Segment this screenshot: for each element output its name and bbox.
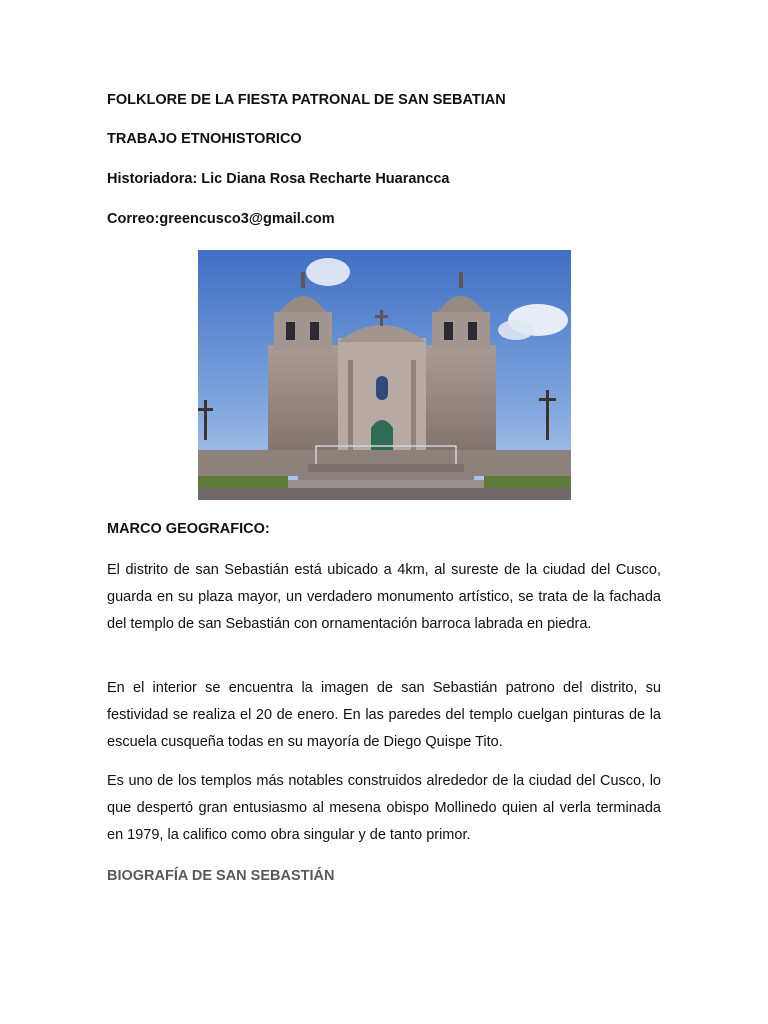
section-title-marco-geografico: MARCO GEOGRAFICO: bbox=[107, 521, 270, 537]
document-subtitle: TRABAJO ETNOHISTORICO bbox=[107, 131, 302, 147]
paragraph-1: El distrito de san Sebastián está ubicado a 4km, al sureste de la ciudad del Cusco, guarda en su plaza mayor, un verdadero monumento artístico, se trata de la fachada del templo de san Sebastián con ornamentación barroca labrada en piedra. bbox=[107, 562, 661, 632]
email-line: Correo:greencusco3@gmail.com bbox=[107, 211, 335, 227]
paragraph-3: Es uno de los templos más notables construidos alrededor de la ciudad del Cusco, lo que despertó gran entusiasmo al mesena obispo Mollinedo quien al verla terminada en 1979, la califico como obra singular y de tanto primor. bbox=[107, 773, 661, 843]
document-title: FOLKLORE DE LA FIESTA PATRONAL DE SAN SEBATIAN bbox=[107, 92, 506, 108]
author-line: Historiadora: Lic Diana Rosa Recharte Huarancca bbox=[107, 171, 450, 187]
church-facade-photo bbox=[198, 250, 571, 500]
paragraph-2: En el interior se encuentra la imagen de san Sebastián patrono del distrito, su festividad se realiza el 20 de enero. En las paredes del templo cuelgan pinturas de la escuela cusqueña todas en su mayoría de Diego Quispe Tito. bbox=[107, 680, 661, 750]
section-title-biografia: BIOGRAFÍA DE SAN SEBASTIÁN bbox=[107, 868, 335, 884]
